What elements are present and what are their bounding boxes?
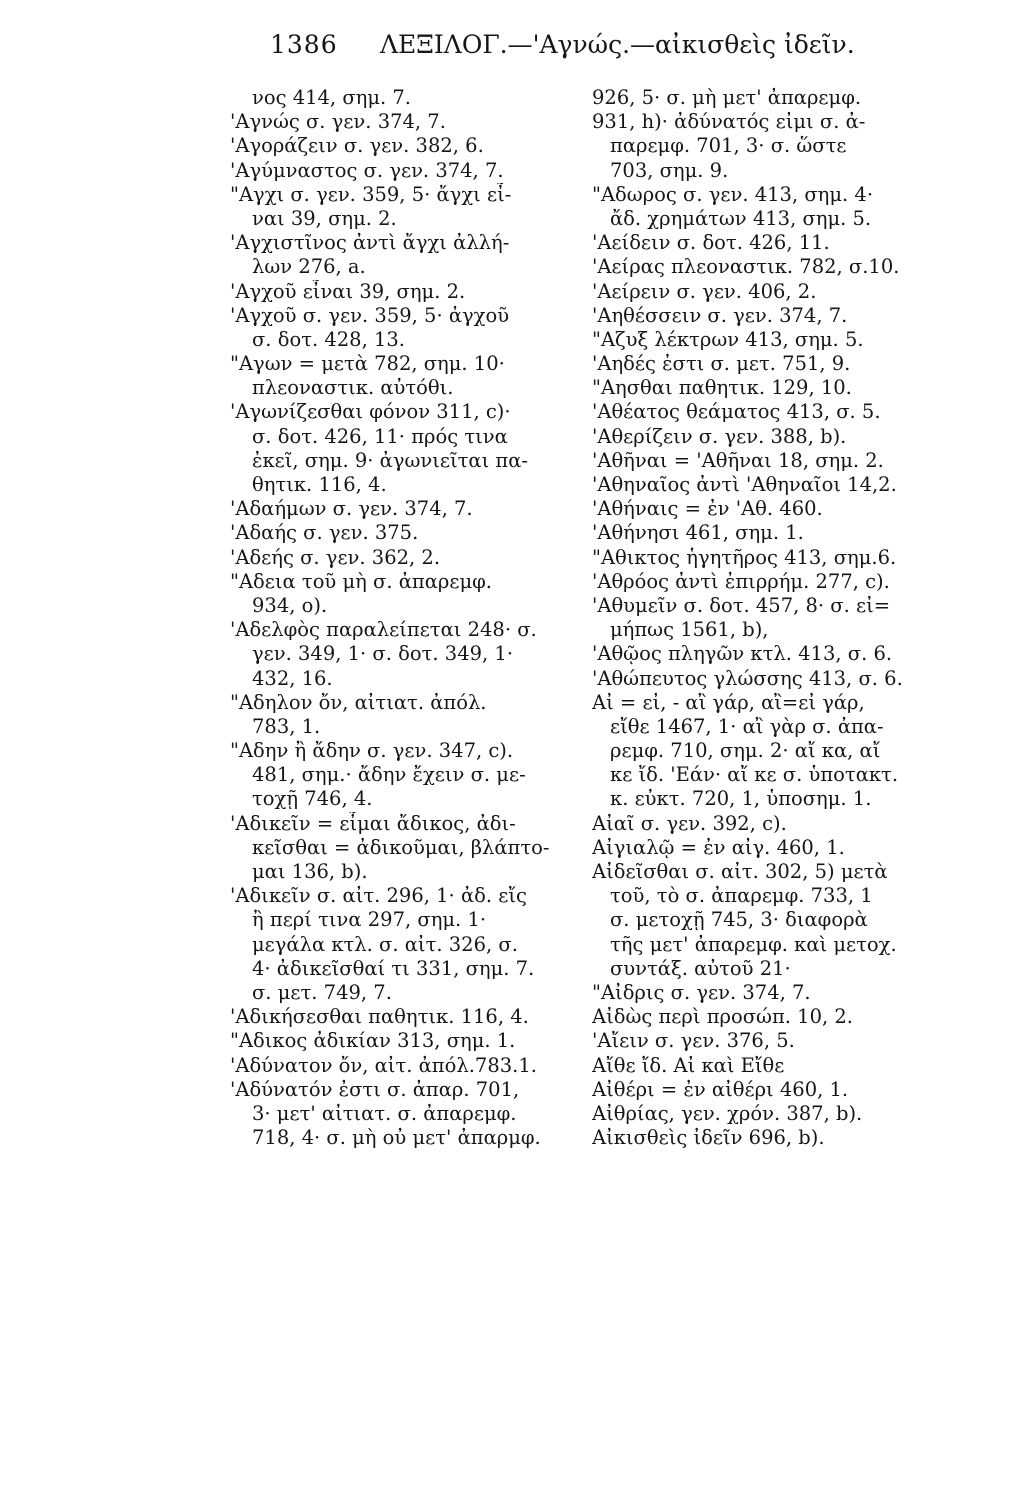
page-number: 1386 [270, 30, 338, 59]
index-entry-line: σ. δοτ. 428, 13. [252, 327, 406, 351]
index-entry-line: συντάξ. αὐτοῦ 21· [610, 956, 791, 980]
index-entry-line: 'Αθυμεῖν σ. δοτ. 457, 8· σ. εἰ= [592, 593, 891, 617]
index-entry-line: "Αδικος ἀδικίαν 313, σημ. 1. [230, 1029, 516, 1053]
index-column-left [230, 86, 580, 1150]
index-entry-line: "Αησθαι παθητικ. 129, 10. [592, 376, 852, 400]
index-entry-line: 'Αγοράζειν σ. γεν. 382, 6. [230, 134, 484, 158]
index-entry-line: "Αθικτος ἡγητῆρος 413, σημ.6. [592, 545, 897, 569]
index-entry-line: 718, 4· σ. μὴ οὐ μετ' ἀπαρμφ. [252, 1126, 541, 1150]
index-entry-line: Αἰθέρι = ἐν αἰθέρι 460, 1. [592, 1077, 849, 1101]
index-entry-line: 'Αγχιστῖνος ἀντὶ ἄγχι ἀλλή- [230, 231, 510, 255]
index-entry-line: 'Αἴειν σ. γεν. 376, 5. [592, 1029, 795, 1053]
index-entry-line: Αἰγιαλῷ = ἐν αἰγ. 460, 1. [592, 835, 845, 859]
index-entry-line: "Αἰδρις σ. γεν. 374, 7. [592, 980, 811, 1004]
index-entry-line: 'Αείδειν σ. δοτ. 426, 11. [592, 231, 830, 255]
index-entry-line: μήπως 1561, b), [610, 618, 769, 642]
index-entry-line: Αἰκισθεὶς ἰδεῖν 696, b). [592, 1126, 825, 1150]
index-entry-line: τοῦ, τὸ σ. ἀπαρεμφ. 733, 1 [610, 884, 873, 908]
index-entry-line: 'Αδικήσεσθαι παθητικ. 116, 4. [230, 1005, 529, 1029]
index-entry-line: 'Αδύνατον ὄν, αἰτ. ἀπόλ.783.1. [230, 1053, 537, 1077]
index-entry-line: 'Αγχοῦ σ. γεν. 359, 5· ἀγχοῦ [230, 303, 510, 327]
index-entry-line: Αἰδεῖσθαι σ. αἰτ. 302, 5) μετὰ [592, 860, 888, 883]
index-entry-line: 'Αηθέσσειν σ. γεν. 374, 7. [592, 303, 848, 327]
index-entry-line: εἴθε 1467, 1· αἲ γὰρ σ. ἀπα- [610, 714, 884, 738]
running-head: ΛΕΞΙΛΟΓ.—'Αγνώς.—αἰκισθεὶς ἰδεῖν. [380, 30, 855, 59]
index-entry-line: 'Αθήναις = ἐν 'Αθ. 460. [592, 497, 823, 521]
index-entry-line: μεγάλα κτλ. σ. αἰτ. 326, σ. [252, 932, 518, 956]
index-entry-line: 4· ἀδικεῖσθαί τι 331, σημ. 7. [252, 956, 535, 980]
index-entry-line: θητικ. 116, 4. [252, 473, 387, 496]
index-entry-line: κεῖσθαι = ἀδικοῦμαι, βλάπτο- [252, 835, 550, 859]
index-entry-line: "Αζυξ λέκτρων 413, σημ. 5. [592, 327, 864, 351]
index-entry-line: 432, 16. [252, 666, 333, 690]
index-entry-line: λων 276, a. [252, 255, 366, 279]
index-entry-line: 'Αθῷος πληγῶν κτλ. 413, σ. 6. [592, 642, 893, 666]
index-entry-line: 481, σημ.· ἄδην ἔχειν σ. με- [252, 763, 526, 787]
index-entry-line: 'Αδικεῖν = εἶμαι ἄδικος, ἀδι- [230, 811, 516, 835]
index-entry-line: ἢ περί τινα 297, σημ. 1· [252, 908, 487, 932]
index-entry-line: σ. μετοχῇ 745, 3· διαφορὰ [610, 908, 868, 932]
index-entry-line: Αἰαῖ σ. γεν. 392, c). [592, 811, 787, 835]
index-entry-line: 'Αηδές ἐστι σ. μετ. 751, 9. [592, 352, 851, 376]
index-entry-line: 'Αθώπευτος γλώσσης 413, σ. 6. [592, 666, 903, 690]
index-entry-line: 'Αδύνατόν ἐστι σ. ἀπαρ. 701, [230, 1077, 520, 1101]
index-entry-line: 'Αείρας πλεοναστικ. 782, σ.10. [592, 255, 900, 279]
index-entry-line: 783, 1. [252, 714, 321, 738]
index-entry-line: 'Αθήνησι 461, σημ. 1. [592, 521, 804, 545]
index-entry-line: 'Αθῆναι = 'Αθῆναι 18, σημ. 2. [592, 448, 884, 472]
index-entry-line: Αἰ = εἰ, - αἲ γάρ, αἲ=εἰ γάρ, [592, 690, 865, 714]
index-entry-line: μαι 136, b). [252, 860, 368, 883]
index-entry-line: "Αδεια τοῦ μὴ σ. ἀπαρεμφ. [230, 569, 492, 593]
index-entry-line: σ. μετ. 749, 7. [252, 980, 392, 1004]
index-entry-line: "Αγχι σ. γεν. 359, 5· ἄγχι εἶ- [230, 182, 512, 206]
index-entry-line: 'Αθρόος ἀντὶ ἐπιρρήμ. 277, c). [592, 569, 890, 593]
index-entry-line: 703, σημ. 9. [610, 158, 729, 182]
index-entry-line: 'Αδαήμων σ. γεν. 374, 7. [230, 497, 473, 521]
index-entry-line: 'Αδελφὸς παραλείπεται 248· σ. [230, 618, 537, 642]
page-header [270, 22, 855, 62]
index-entry-line: πλεοναστικ. αὐτόθι. [252, 376, 454, 400]
index-entry-line: 'Αθέατος θεάματος 413, σ. 5. [592, 400, 881, 424]
index-entry-line: 'Αγνώς σ. γεν. 374, 7. [230, 110, 446, 134]
index-entry-line: ἐκεῖ, σημ. 9· ἀγωνιεῖται πα- [252, 448, 529, 472]
index-column-right [592, 86, 967, 1150]
index-entry-line: "Αδηλον ὄν, αἰτιατ. ἀπόλ. [230, 690, 487, 714]
index-entry-line: 'Αδικεῖν σ. αἰτ. 296, 1· ἀδ. εἴς [230, 884, 527, 908]
index-entry-line: 'Αθερίζειν σ. γεν. 388, b). [592, 424, 847, 448]
index-entry-line: Αἰδὼς περὶ προσώπ. 10, 2. [592, 1005, 853, 1029]
index-entry-line: 'Αγύμναστος σ. γεν. 374, 7. [230, 158, 504, 182]
index-entry-line: ναι 39, σημ. 2. [252, 206, 397, 230]
index-entry-line: 'Αθηναῖος ἀντὶ 'Αθηναῖοι 14,2. [592, 473, 897, 496]
index-entry-line: Αἰθρίας, γεν. χρόν. 387, b). [592, 1101, 863, 1125]
index-entry-line: 'Αδεής σ. γεν. 362, 2. [230, 545, 441, 569]
index-entry-line: κε ἴδ. 'Εάν· αἴ κε σ. ὑποτακτ. [610, 763, 899, 787]
index-entry-line: "Αδην ἢ ἄδην σ. γεν. 347, c). [230, 739, 514, 763]
index-entry-line: 934, o). [252, 593, 328, 617]
index-entry-line: νος 414, σημ. 7. [252, 86, 411, 109]
index-entry-line: 931, h)· ἀδύνατός εἰμι σ. ἀ- [592, 110, 866, 134]
index-entry-line: "Αγων = μετὰ 782, σημ. 10· [230, 352, 505, 376]
index-entry-line: 'Αείρειν σ. γεν. 406, 2. [592, 279, 817, 303]
index-entry-line: 'Αδαής σ. γεν. 375. [230, 521, 419, 545]
index-entry-line: 926, 5· σ. μὴ μετ' ἀπαρεμφ. [592, 86, 862, 109]
index-entry-line: σ. δοτ. 426, 11· πρός τινα [252, 424, 508, 448]
index-entry-line: Αἴθε ἴδ. Αἰ καὶ Εἴθε [592, 1053, 785, 1077]
index-entry-line: τοχῇ 746, 4. [252, 787, 373, 811]
index-entry-line: 3· μετ' αἰτιατ. σ. ἀπαρεμφ. [252, 1101, 517, 1125]
index-entry-line: παρεμφ. 701, 3· σ. ὥστε [610, 134, 847, 158]
index-entry-line: ρεμφ. 710, σημ. 2· αἴ κα, αἴ [610, 739, 881, 763]
index-entry-line: 'Αγχοῦ εἶναι 39, σημ. 2. [230, 279, 466, 303]
index-entry-line: 'Αγωνίζεσθαι φόνον 311, c)· [230, 400, 511, 424]
index-entry-line: ἄδ. χρημάτων 413, σημ. 5. [610, 206, 872, 230]
index-entry-line: τῆς μετ' ἀπαρεμφ. καὶ μετοχ. [610, 932, 897, 956]
index-entry-line: γεν. 349, 1· σ. δοτ. 349, 1· [252, 642, 514, 666]
index-entry-line: "Αδωρος σ. γεν. 413, σημ. 4· [592, 182, 874, 206]
index-entry-line: κ. εὐκτ. 720, 1, ὑποσημ. 1. [610, 787, 872, 811]
